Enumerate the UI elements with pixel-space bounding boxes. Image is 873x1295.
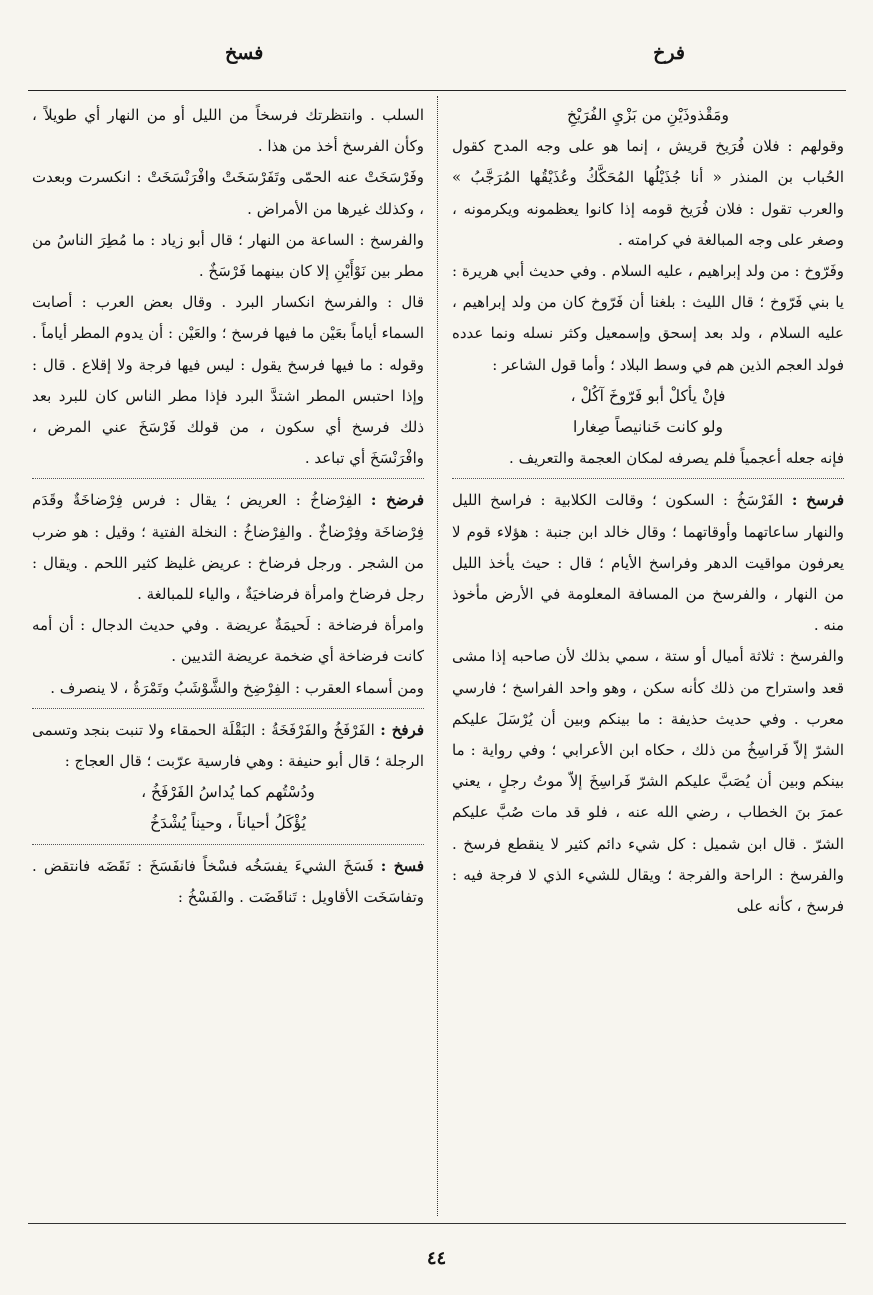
entry-separator (32, 708, 424, 709)
dictionary-entry (452, 485, 844, 641)
paragraph: وفَرّوخ : من ولد إبراهيم ، عليه السلام . وفي حديث أبي هريرة : يا بني فَرّوخ ؛ قال الليث : بلغنا أن فَرّوخ كان من ولد إبراهيم ، عليه السلام ، ولد بعد إسحق وإسمعيل وكثر نسله ونما عدده فولد العجم الذين هم في وسط البلاد ؛ وأما قول الشاعر : (452, 262, 844, 374)
verse-line: يُؤْكَلُ أحياناً ، وحيناً يُشْدَخُ (150, 814, 306, 833)
page-number: ٤٤ (426, 1248, 447, 1269)
column-divider (437, 96, 438, 1216)
entry-headword: فرفخ : (380, 720, 425, 739)
verse-line: ولو كانت خَنانيصاً صِغارا (573, 418, 723, 437)
page-header (0, 42, 873, 76)
entry-headword: فرسخ : (791, 491, 844, 510)
paragraph: وقولهم : فلان فُرَيخ قريش ، إنما هو على وجه المدح كقول الحُباب بن المنذر « أنا جُذَيْلُها المُحَكَّكُ وعُذَيْقُها المُرَجَّبُ » والعرب تقول : فلان فُرَيخ قومه إذا كانوا يعظمونه ويكرمونه ، وصغر على وجه المبالغة في كرامته . (452, 137, 844, 249)
header-guide-word-right: فرخ (653, 42, 685, 64)
dictionary-entry (32, 851, 424, 913)
paragraph: وامرأة فرضاخة : لَحيمَةٌ عريضة . وفي حديث الدجال : أن أمه كانت فرضاخة أي ضخمة عريضة الثديين . (32, 616, 424, 666)
paragraph: والفرسخ : الساعة من النهار ؛ قال أبو زياد : ما مُطِرَ الناسُ من مطر بين نَوْأَيْنِ إلا كان بينهما فَرْسَخٌ . (32, 230, 424, 281)
entry-separator (32, 844, 424, 845)
dictionary-entry (32, 715, 424, 777)
entry-text: فَسَخَ الشيءَ يفسَخُه فسْخاً فانفَسَخَ : نَقَضَه فانتقض . وتفاسَخَت الأقاويل : تَناقَضَت . والفَسْخُ : (32, 856, 424, 906)
verse-line: فإنْ يأكلْ أبو فَرّوخَ آكُلْ ، (570, 386, 726, 405)
entry-separator (452, 478, 844, 479)
right-column (452, 100, 844, 922)
footer-rule (28, 1223, 846, 1224)
paragraph: قال : والفرسخ انكسار البرد . وقال بعض العرب : أصابت السماء أياماً بعَيْن ما فيها فرسخ ؛ والعَيْن : أن يدوم المطر أياماً . وقوله : ما فيها فرسخ يقول : ليس فيها فرجة ولا إقلاع . قال : وإذا احتبس المطر اشتدَّ البرد فإذا مطر الناس كان للبرد بعد ذلك فرسخ أي سكون ، من قولك فَرْسَخَ عني المرض ، وافْرَنْسَخَ أي تباعد . (32, 293, 424, 468)
paragraph: وفَرْسَخَتْ عنه الحمّى وتَفَرْسَخَتْ وافْرَنْسَخَتْ : انكسرت وبعدت ، وكذلك غيرها من الأمراض . (32, 168, 424, 218)
entry-text: الفَرْسَخُ : السكون ؛ وقالت الكلابية : فراسخ الليل والنهار ساعاتهما وأوقاتهما ؛ وقال خالد ابن جنبة : هؤلاء قوم لا يعرفون مواقيت الدهر وفراسخ الأيام ؛ قال : حيث يأخذ الليل من النهار ، والفرسخ من المسافة المعلومة في الأرض مأخوذ منه . (452, 491, 844, 635)
paragraph: فإنه جعله أعجمياً فلم يصرفه لمكان العجمة والتعريف . (509, 449, 844, 468)
header-rule (28, 90, 846, 91)
header-guide-word-left: فسخ (225, 42, 264, 64)
entry-headword: فسخ : (380, 856, 425, 875)
paragraph: والفرسخ : ثلاثة أميال أو ستة ، سمي بذلك لأن صاحبه إذا مشى قعد واستراح من ذلك كأنه سكن ، وهو واحد الفراسخ ؛ فارسي معرب . وفي حديث حذيفة : ما بينكم وبين أن يُرْسَلَ عليكم الشرّ إلاّ فَراسِخُ من ذلك ، حكاه ابن الأعرابي ؛ وفي رواية : ما بينكم وبين أن يُصَبَّ عليكم الشرّ فَراسِخَ إلاّ موتُ رجلٍ ، يعني عمرَ بنَ الخطاب ، رضي الله عنه ، فلو قد مات صُبَّ عليكم الشرّ . قال ابن شميل : كل شيء دائم كثير لا ينقطع فرسخ . والفرسخ : الراحة والفرجة ؛ ويقال للشيء الذي لا فرجة فيه : فرسخ ، كأنه على (452, 647, 844, 916)
paragraph: السلب . وانتظرتك فرسخاً من الليل أو من النهار أي طويلاً ، وكأن الفرسخ أخذ من هذا . (32, 106, 424, 156)
entry-headword: فرضخ : (370, 491, 424, 510)
entry-text: الفَرْفَخُ والفَرْفَخَةُ : البَقْلَة الحمقاء ولا تنبت بنجد وتسمى الرجلة ؛ قال أبو حنيفة : وهي فارسية عرّبت ؛ قال العجاج : (32, 720, 424, 771)
left-column (32, 100, 424, 913)
entry-text: الفِرْضاخُ : العريض ؛ يقال : فرس فِرْضاخَةٌ وقَدَم فِرْضاخَة وفِرْضاخٌ . والفِرْضاخُ : النخلة الفتية ؛ وقيل : هو ضرب من الشجر . ورجل فرضاخ : عريض غليظ كثير اللحم . ويقال : رجل فرضاخ وامرأة فرضاخيَةٌ ، والياء للمبالغة . (32, 491, 424, 604)
entry-separator (32, 478, 424, 479)
paragraph: ومن أسماء العقرب : الفِرْضِخ والشَّوْشَبُ وتَمْرَةُ ، لا ينصرف . (50, 678, 424, 697)
quoted-line: ومَقْذوذَيْنِ من بَزْيِ الفُرَيْخِ (567, 106, 729, 124)
dictionary-entry (32, 485, 424, 610)
verse-line: ودُسْتُهم كما يُداسُ الفَرْفَخُ ، (141, 783, 315, 802)
